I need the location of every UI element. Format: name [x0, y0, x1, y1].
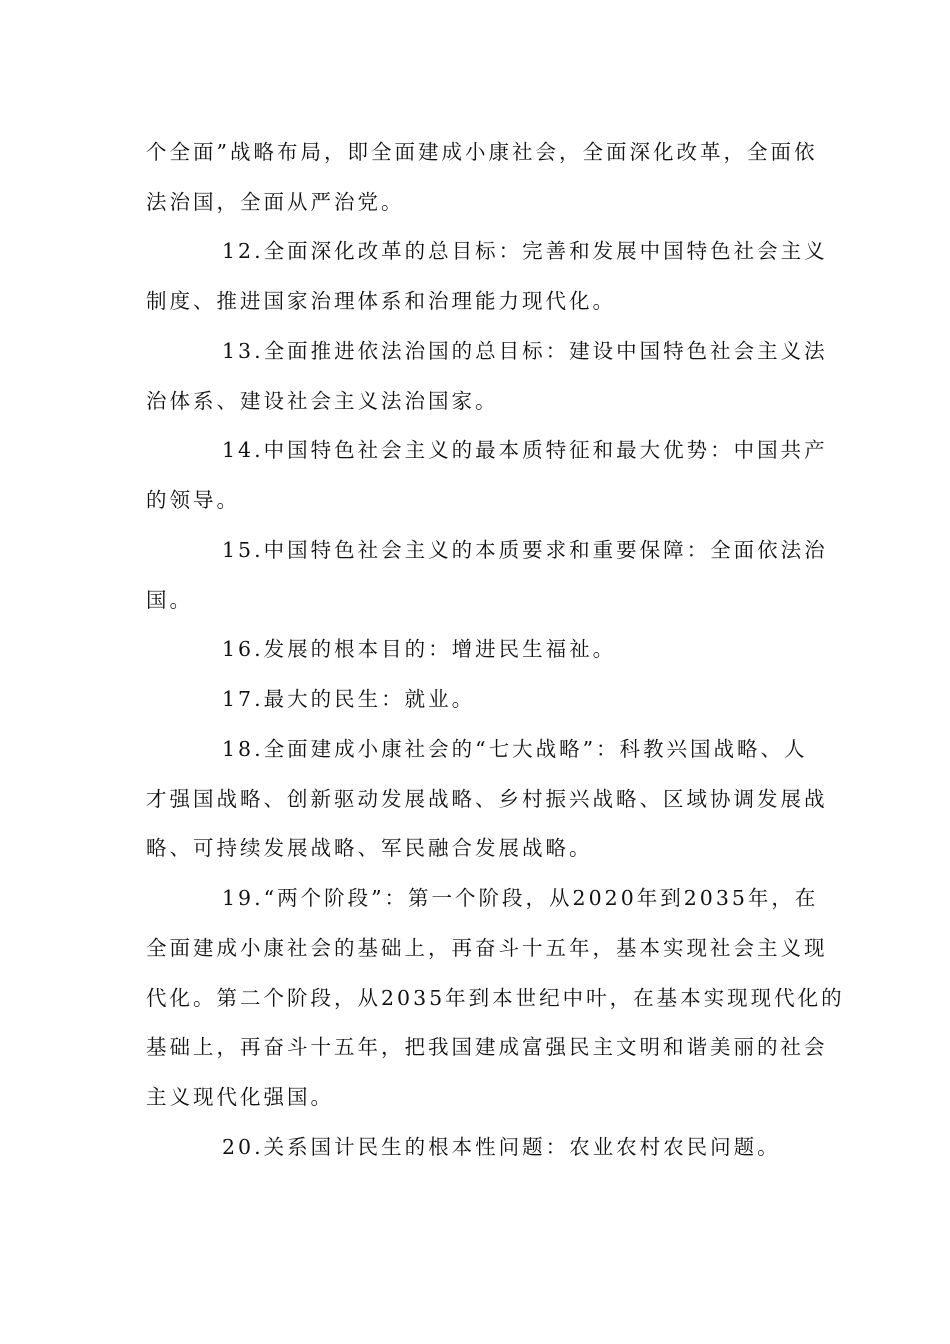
text-line: 制度、推进国家治理体系和治理能力现代化。 — [146, 289, 616, 313]
item-14-text: 14.中国特色社会主义的最本质特征和最大优势：中国共产 — [222, 438, 828, 462]
item-16-text: 16.发展的根本目的：增进民生福祉。 — [222, 637, 617, 661]
item-13-text: 13.全面推进依法治国的总目标：建设中国特色社会主义法 — [222, 339, 828, 363]
text-line: 法治国，全面从严治党。 — [146, 190, 405, 214]
text-line: 略、可持续发展战略、军民融合发展战略。 — [146, 836, 593, 860]
item-15-text: 15.中国特色社会主义的本质要求和重要保障：全面依法治 — [222, 538, 828, 562]
text-line: 主义现代化强国。 — [146, 1085, 334, 1109]
text-line: 全面建成小康社会的基础上，再奋斗十五年，基本实现社会主义现 — [146, 936, 828, 960]
text-line: 治体系、建设社会主义法治国家。 — [146, 389, 499, 413]
item-17-text: 17.最大的民生：就业。 — [222, 687, 476, 711]
item-19-text: 19.“两个阶段”：第一个阶段，从2020年到2035年，在 — [222, 886, 819, 910]
text-line: 个全面”战略布局，即全面建成小康社会，全面深化改革，全面依 — [146, 140, 818, 164]
text-line: 基础上，再奋斗十五年，把我国建成富强民主文明和谐美丽的社会 — [146, 1035, 828, 1059]
text-line: 才强国战略、创新驱动发展战略、乡村振兴战略、区域协调发展战 — [146, 787, 828, 811]
item-18-text: 18.全面建成小康社会的“七大战略”：科教兴国战略、人 — [222, 737, 808, 761]
item-20-text: 20.关系国计民生的根本性问题：农业农村农民问题。 — [222, 1135, 781, 1159]
item-12-text: 12.全面深化改革的总目标：完善和发展中国特色社会主义 — [222, 239, 828, 263]
text-line: 的领导。 — [146, 488, 240, 512]
text-line: 国。 — [146, 588, 193, 612]
text-line: 代化。第二个阶段，从2035年到本世纪中叶，在基本实现现代化的 — [146, 986, 845, 1010]
